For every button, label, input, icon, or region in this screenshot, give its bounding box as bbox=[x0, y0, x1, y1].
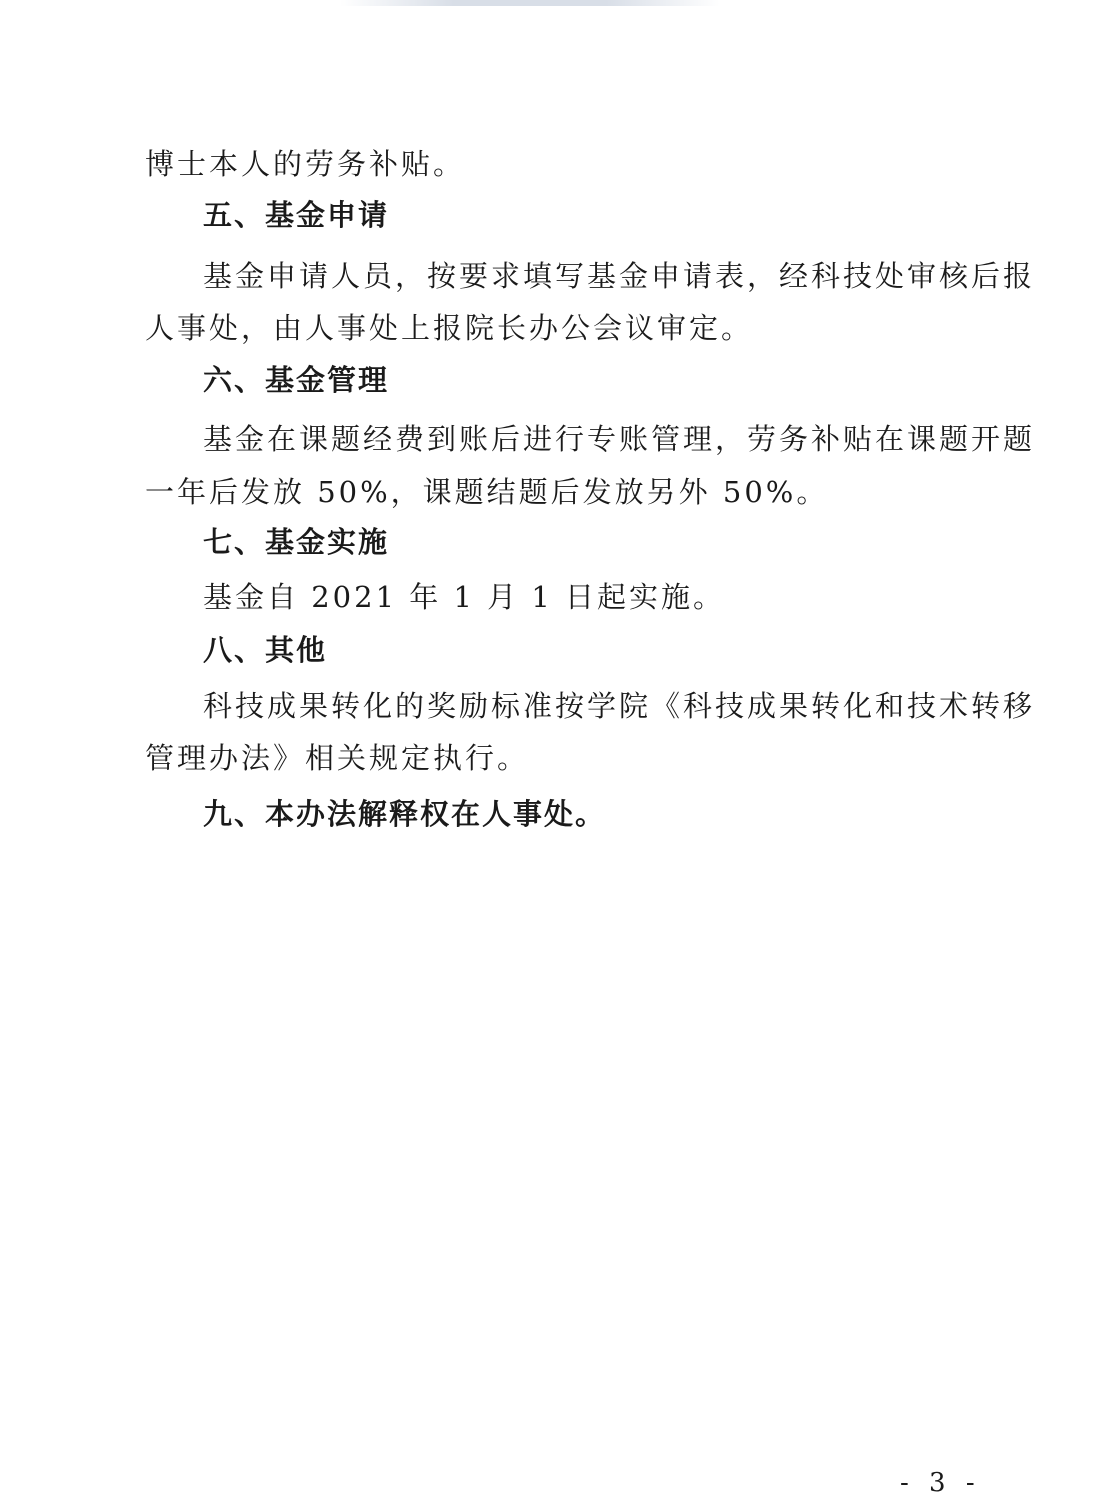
paragraph-line: 基金在课题经费到账后进行专账管理，劳务补贴在课题开题 bbox=[203, 422, 1036, 456]
section-heading-9: 九、本办法解释权在人事处。 bbox=[203, 797, 607, 831]
paragraph-line: 博士本人的劳务补贴。 bbox=[145, 147, 466, 181]
scan-mark bbox=[340, 0, 720, 6]
section-heading-8: 八、其他 bbox=[203, 633, 328, 667]
paragraph-line: 基金申请人员，按要求填写基金申请表，经科技处审核后报 bbox=[203, 259, 1036, 293]
section-heading-5: 五、基金申请 bbox=[203, 198, 390, 232]
paragraph-line: 人事处，由人事处上报院长办公会议审定。 bbox=[145, 311, 754, 345]
paragraph-line: 基金自 2021 年 1 月 1 日起实施。 bbox=[203, 580, 726, 614]
page-number: - 3 - bbox=[900, 1468, 981, 1498]
paragraph-line: 管理办法》相关规定执行。 bbox=[145, 741, 530, 775]
paragraph-line: 一年后发放 50%，课题结题后发放另外 50%。 bbox=[145, 475, 829, 509]
section-heading-6: 六、基金管理 bbox=[203, 363, 390, 397]
section-heading-7: 七、基金实施 bbox=[203, 525, 390, 559]
paragraph-line: 科技成果转化的奖励标准按学院《科技成果转化和技术转移 bbox=[203, 689, 1036, 723]
